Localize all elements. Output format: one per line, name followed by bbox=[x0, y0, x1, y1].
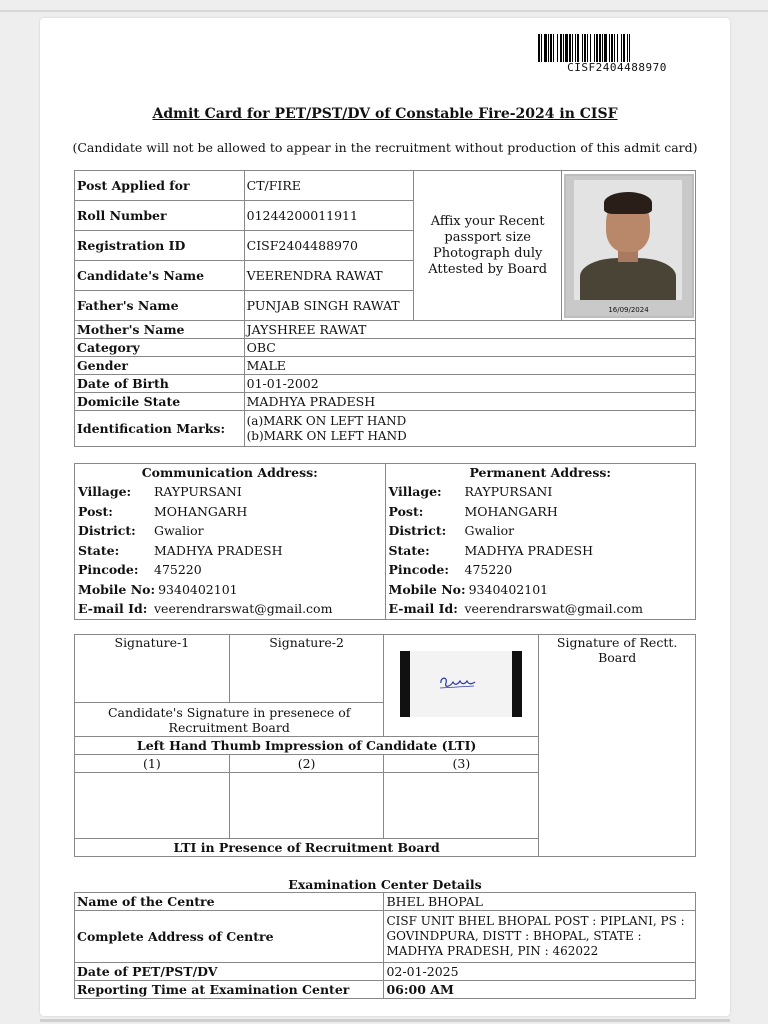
domicile-label: Domicile State bbox=[75, 393, 245, 411]
father-name-label: Father's Name bbox=[75, 291, 245, 321]
table-row bbox=[75, 357, 696, 375]
address-table bbox=[74, 463, 696, 620]
gender-value: MALE bbox=[244, 357, 695, 375]
table-row bbox=[75, 893, 696, 911]
registration-value: CISF2404488970 bbox=[244, 231, 414, 261]
exam-center-heading: Examination Center Details bbox=[288, 877, 482, 892]
table-row bbox=[75, 981, 696, 999]
barcode bbox=[538, 34, 696, 62]
table-row bbox=[75, 339, 696, 357]
exam-center-table bbox=[74, 892, 696, 999]
page-title: Admit Card for PET/PST/DV of Constable Fire-2024 in CISF bbox=[152, 106, 618, 122]
exam-date-value: 02-01-2025 bbox=[384, 963, 696, 981]
table-row bbox=[75, 393, 696, 411]
category-label: Category bbox=[75, 339, 245, 357]
candidate-name-value: VEERENDRA RAWAT bbox=[244, 261, 414, 291]
mother-name-label: Mother's Name bbox=[75, 321, 245, 339]
post-label: Post Applied for bbox=[75, 171, 245, 201]
id-marks-label: Identification Marks: bbox=[75, 411, 245, 447]
centre-name-label: Name of the Centre bbox=[75, 893, 384, 911]
lti-1: (1) bbox=[75, 755, 230, 839]
gender-label: Gender bbox=[75, 357, 245, 375]
table-row bbox=[75, 963, 696, 981]
communication-address: Communication Address: Village: RAYPURSANI Post: MOHANGARH District: Gwalior State: MADHYA PRADESH Pincode: 475220 Mobile No: 9340402101 E-mail Id: veerendrarswat@gmail.com bbox=[75, 464, 386, 620]
lti-3: (3) bbox=[384, 755, 539, 839]
perm-email: veerendrarswat@gmail.com bbox=[464, 601, 643, 616]
table-row bbox=[75, 321, 696, 339]
presence-signature-label: Candidate's Signature in presenece of Recruitment Board bbox=[75, 703, 384, 737]
top-divider bbox=[0, 10, 768, 12]
signature-2: Signature-2 bbox=[229, 635, 384, 703]
dob-label: Date of Birth bbox=[75, 375, 245, 393]
permanent-address-heading: Permanent Address: bbox=[469, 465, 612, 480]
table-row bbox=[75, 411, 696, 447]
mother-name-value: JAYSHREE RAWAT bbox=[244, 321, 695, 339]
id-marks-value bbox=[244, 411, 695, 447]
communication-address-heading: Communication Address: bbox=[141, 465, 318, 480]
permanent-address: Permanent Address: Village: RAYPURSANI Post: MOHANGARH District: Gwalior State: MADHYA PRADESH Pincode: 475220 Mobile No: 9340402101 E-mail Id: veerendrarswat@gmail.com bbox=[385, 464, 696, 620]
candidate-signature-image bbox=[400, 651, 522, 717]
affix-photo-note: Affix your Recent passport size Photograph duly Attested by Board bbox=[414, 171, 562, 321]
lti-heading: Left Hand Thumb Impression of Candidate (LTI) bbox=[75, 737, 539, 755]
reporting-time-value: 06:00 AM bbox=[384, 981, 696, 999]
lti-presence-label: LTI in Presence of Recruitment Board bbox=[75, 839, 539, 857]
id-mark-a: (a)MARK ON LEFT HAND bbox=[246, 413, 407, 428]
bottom-divider bbox=[40, 1019, 730, 1022]
candidate-name-label: Candidate's Name bbox=[75, 261, 245, 291]
post-value: CT/FIRE bbox=[244, 171, 414, 201]
table-row bbox=[75, 911, 696, 963]
domicile-value: MADHYA PRADESH bbox=[244, 393, 695, 411]
candidate-photo bbox=[564, 174, 694, 318]
father-name-value: PUNJAB SINGH RAWAT bbox=[244, 291, 414, 321]
registration-label: Registration ID bbox=[75, 231, 245, 261]
page-subtitle: (Candidate will not be allowed to appear in the recruitment without production of this admit card) bbox=[72, 140, 698, 155]
dob-value: 01-01-2002 bbox=[244, 375, 695, 393]
id-mark-b: (b)MARK ON LEFT HAND bbox=[246, 428, 407, 443]
roll-value: 01244200011911 bbox=[244, 201, 414, 231]
photo-cell bbox=[562, 171, 696, 321]
signature-1: Signature-1 bbox=[75, 635, 230, 703]
lti-2: (2) bbox=[229, 755, 384, 839]
signature-table bbox=[74, 634, 696, 857]
admit-card-page bbox=[40, 18, 730, 1016]
barcode-text: CISF2404488970 bbox=[567, 61, 667, 74]
centre-name-value: BHEL BHOPAL bbox=[384, 893, 696, 911]
centre-address-label: Complete Address of Centre bbox=[75, 911, 384, 963]
candidate-details-table bbox=[74, 170, 696, 447]
table-row bbox=[75, 635, 696, 703]
category-value: OBC bbox=[244, 339, 695, 357]
table-row bbox=[75, 171, 696, 201]
comm-email: veerendrarswat@gmail.com bbox=[154, 601, 333, 616]
photo-date: 16/09/2024 bbox=[608, 305, 649, 314]
table-row bbox=[75, 464, 696, 620]
table-row bbox=[75, 375, 696, 393]
exam-date-label: Date of PET/PST/DV bbox=[75, 963, 384, 981]
rectt-board-signature: Signature of Rectt. Board bbox=[539, 635, 696, 857]
signature-image-cell bbox=[384, 635, 539, 737]
reporting-time-label: Reporting Time at Examination Center bbox=[75, 981, 384, 999]
centre-address-value: CISF UNIT BHEL BHOPAL POST : PIPLANI, PS : GOVINDPURA, DISTT : BHOPAL, STATE : MADHYA PRADESH, PIN : 462022 bbox=[384, 911, 696, 963]
roll-label: Roll Number bbox=[75, 201, 245, 231]
